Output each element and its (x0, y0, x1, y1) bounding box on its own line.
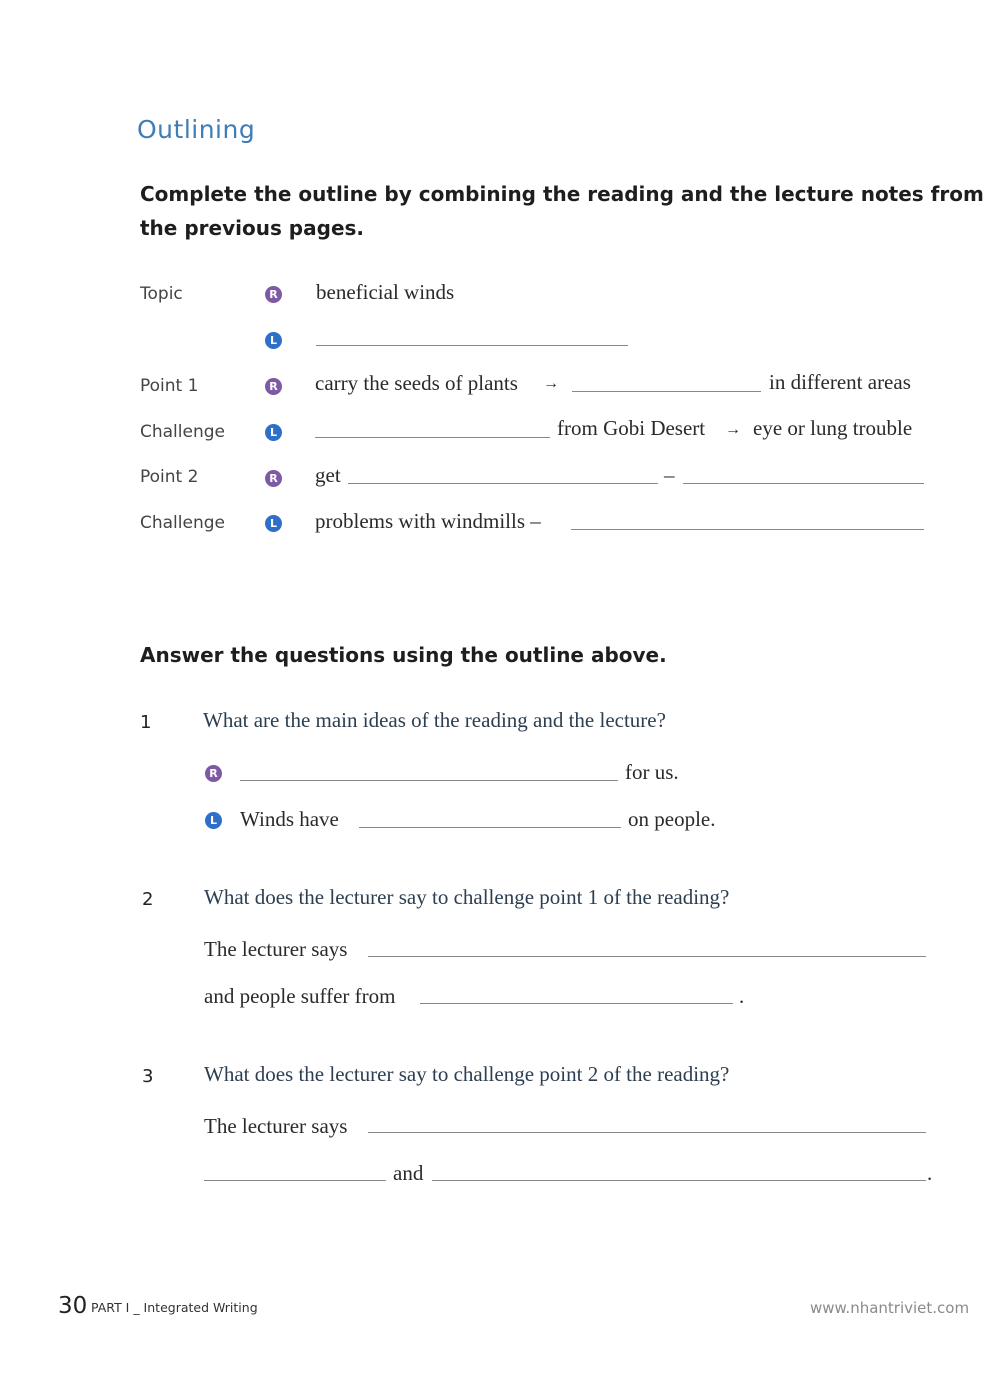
point1-text: carry the seeds of plants (315, 371, 518, 395)
reading-badge-icon: R (265, 286, 282, 303)
question1-number: 1 (140, 712, 152, 733)
challenge2-label: Challenge (140, 513, 225, 533)
page-number: 30 (58, 1293, 88, 1319)
topic-lecture-blank[interactable] (316, 345, 628, 346)
challenge1-text: from Gobi Desert (557, 416, 706, 440)
question3-line1-prefix: The lecturer says (204, 1114, 348, 1138)
point2-label: Point 2 (140, 467, 199, 487)
question2-blank-2[interactable] (420, 1003, 733, 1004)
lecture-badge-icon: L (205, 812, 222, 829)
question3-text: What does the lecturer say to challenge point 2 of the reading? (204, 1062, 730, 1086)
point1-blank[interactable] (572, 391, 761, 392)
question3-blank-3[interactable] (432, 1180, 926, 1181)
arrow-icon: → (725, 421, 741, 438)
outline-instruction-line1: Complete the outline by combining the reading and the lecture notes from (140, 182, 984, 206)
challenge2-text: problems with windmills – (315, 509, 541, 533)
lecture-badge-icon: L (265, 424, 282, 441)
question2-line1-prefix: The lecturer says (204, 937, 348, 961)
question2-number: 2 (142, 889, 154, 910)
question3-blank-2[interactable] (204, 1180, 386, 1181)
reading-badge-icon: R (205, 765, 222, 782)
topic-reading-text: beneficial winds (316, 280, 455, 304)
outline-instruction-line2: the previous pages. (140, 216, 365, 240)
reading-badge-icon: R (265, 378, 282, 395)
point2-dash: – (664, 463, 675, 487)
arrow-icon: → (543, 375, 559, 392)
section-title: Outlining (137, 115, 256, 144)
challenge2-blank[interactable] (571, 529, 924, 530)
question2-blank-1[interactable] (368, 956, 926, 957)
lecture-badge-icon: L (265, 515, 282, 532)
question1-lecture-prefix: Winds have (240, 807, 339, 831)
challenge1-blank[interactable] (315, 437, 550, 438)
question1-lecture-suffix: on people. (628, 807, 716, 831)
question3-end: . (927, 1161, 933, 1185)
question3-and: and (393, 1161, 424, 1185)
question1-lecture-blank[interactable] (359, 827, 621, 828)
point2-text: get (315, 463, 341, 487)
question3-number: 3 (142, 1066, 154, 1087)
question2-end: . (739, 984, 745, 1008)
question1-text: What are the main ideas of the reading and the lecture? (203, 708, 666, 732)
question1-reading-blank[interactable] (240, 780, 618, 781)
questions-instruction: Answer the questions using the outline above. (140, 643, 667, 667)
lecture-badge-icon: L (265, 332, 282, 349)
footer-part-label: PART I _ Integrated Writing (91, 1300, 258, 1315)
question1-reading-suffix: for us. (625, 760, 679, 784)
point2-blank-2[interactable] (683, 483, 924, 484)
point2-blank-1[interactable] (348, 483, 658, 484)
footer-url: www.nhantriviet.com (810, 1299, 970, 1317)
point1-suffix: in different areas (769, 370, 911, 394)
question2-text: What does the lecturer say to challenge point 1 of the reading? (204, 885, 730, 909)
question2-line2-prefix: and people suffer from (204, 984, 396, 1008)
topic-label: Topic (140, 284, 183, 304)
question3-blank-1[interactable] (368, 1132, 926, 1133)
reading-badge-icon: R (265, 470, 282, 487)
challenge1-suffix: eye or lung trouble (753, 416, 913, 440)
point1-label: Point 1 (140, 376, 199, 396)
challenge1-label: Challenge (140, 422, 225, 442)
